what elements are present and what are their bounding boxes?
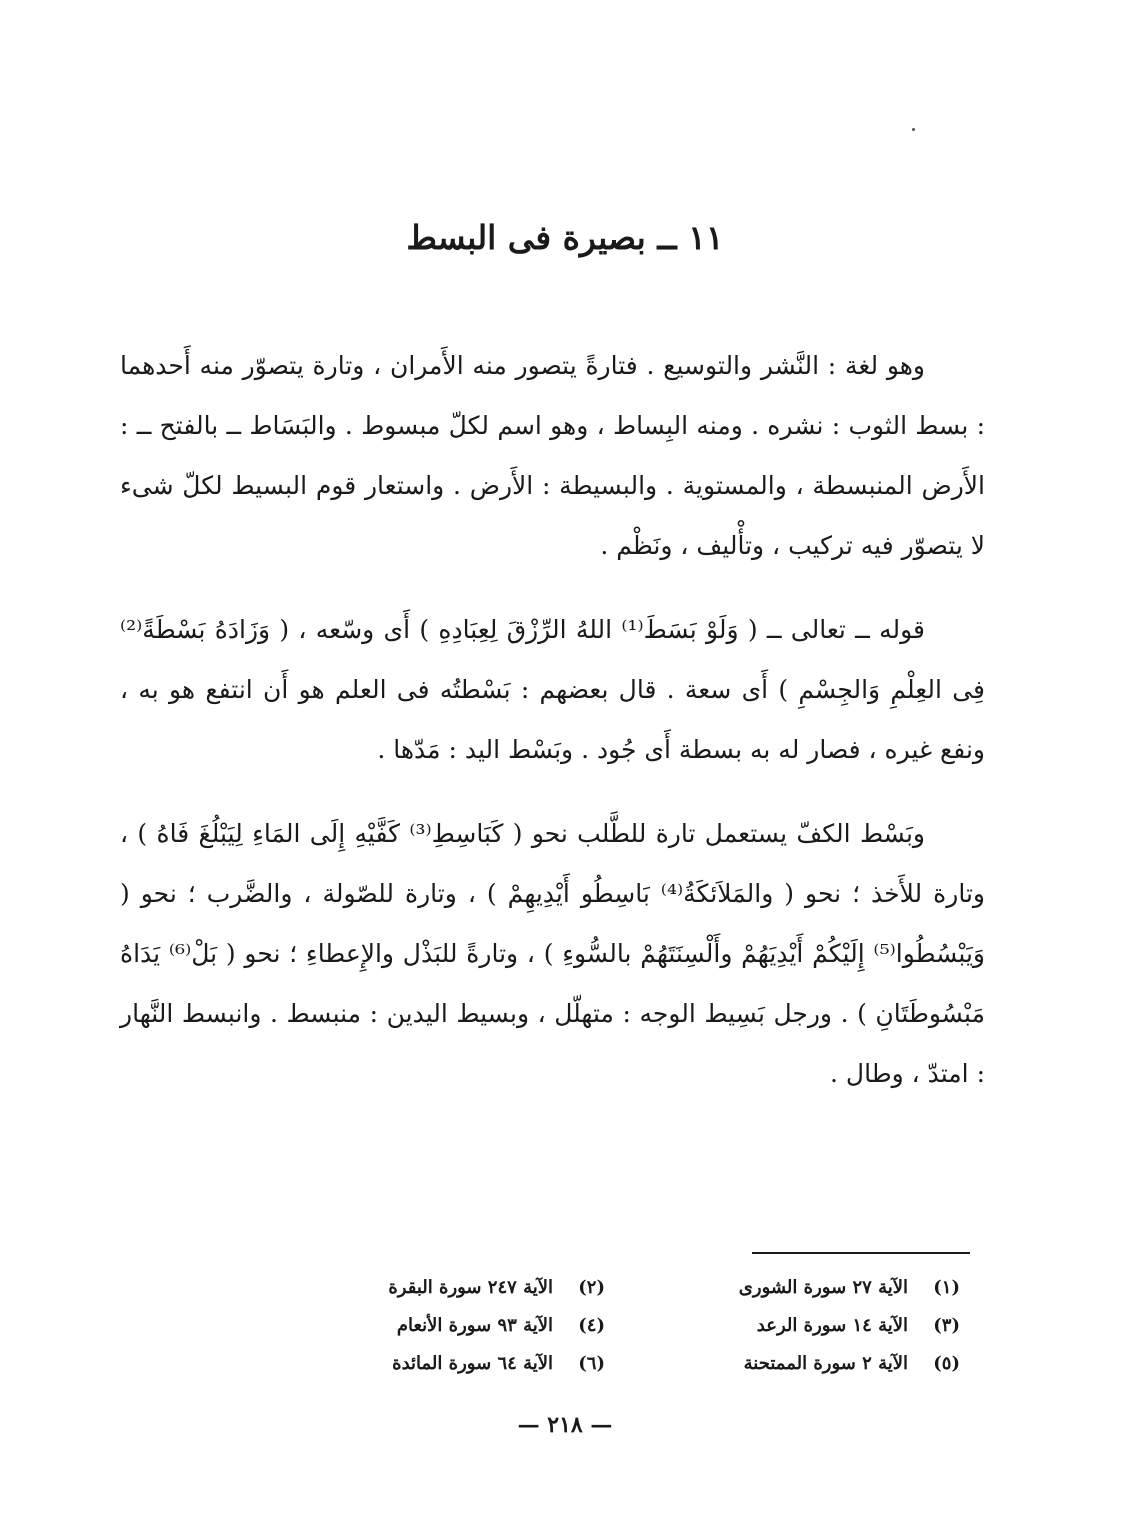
speck <box>912 128 915 131</box>
footnote-item <box>605 1313 960 1339</box>
footnote-number: (٥) <box>933 1353 960 1374</box>
footnote-text: الآية ١٤ سورة الرعد <box>756 1315 908 1336</box>
paragraph: وهو لغة : النَّشر والتوسيع . فتارةً يتصور منه الأَمران ، وتارة يتصوّر منه أَحدهما : بسط الثوب : نشره . ومنه البِساط ، وهو اسم لكلّ مبسوط . والبَسَاط ــ بالفتح ــ : الأَرض المنبسطة ، والمستوية . والبسيطة : الأَرض . واستعار قوم البسيط لكلّ شىء لا يتصوّر فيه تركيب ، وتأْليف ، ونَظْم . <box>120 351 985 560</box>
paragraph: وبَسْط الكفّ يستعمل تارة للطَّلب نحو ( كَبَاسِطِ⁽³⁾ كَفَّيْهِ إِلَى المَاءِ لِيَبْلُغَ فَاهُ ) ، وتارة للأَخذ ؛ نحو ( والمَلاَئكَةُ⁽⁴⁾ بَاسِطُو أَيْدِيهِمْ ) ، وتارة للصّولة ، والضَّرب ؛ نحو ( وَيَبْسُطُوا⁽⁵⁾ إِلَيْكُمْ أَيْدِيَهُمْ وأَلْسِنَتَهُمْ بالسُّوءِ ) ، وتارةً للبَذْل والإِعطاءِ ؛ نحو ( بَلْ⁽⁶⁾ يَدَاهُ مَبْسُوطَتَانِ ) . ورجل بَسِيط الوجه : متهلّل ، وبسيط اليدين : منبسط . وانبسط النَّهار : امتدّ ، وطال . <box>120 819 985 1088</box>
footnote-item <box>250 1313 605 1339</box>
footnote-text: الآية ٦٤ سورة المائدة <box>392 1353 553 1374</box>
body-text <box>120 336 985 1128</box>
footnote-number: (٢) <box>578 1277 605 1298</box>
page-number: — ٢١٨ — <box>517 1412 613 1438</box>
footnote-number: (٦) <box>578 1353 605 1374</box>
footnote-item <box>250 1275 605 1301</box>
footnote-text: الآية ٢٤٧ سورة البقرة <box>388 1277 553 1298</box>
chapter-title: ١١ ــ بصيرة فى البسط <box>406 218 724 257</box>
footnote-divider <box>752 1252 970 1254</box>
footnote-item <box>250 1351 605 1377</box>
footnote-item <box>605 1351 960 1377</box>
footnote-item <box>605 1275 960 1301</box>
footnote-number: (١) <box>933 1277 960 1298</box>
footnote-number: (٤) <box>578 1315 605 1336</box>
footnote-text: الآية ٢ سورة الممتحنة <box>743 1353 908 1374</box>
footnote-text: الآية ٩٣ سورة الأنعام <box>396 1315 553 1336</box>
footnote-number: (٣) <box>933 1315 960 1336</box>
footnotes <box>250 1275 960 1377</box>
paragraph: قوله ــ تعالى ــ ( وَلَوْ بَسَطَ⁽¹⁾ اللهُ الرِّزْقَ لِعِبَادِهِ ) أَى وسّعه ، ( وَزَادَهُ بَسْطَةً⁽²⁾ فِى العِلْمِ وَالجِسْمِ ) أَى سعة . قال بعضهم : بَسْطتُه فى العلم هو أَن انتفع هو به ، ونفع غيره ، فصار له به بسطة أَى جُود . وبَسْط اليد : مَدّها . <box>120 615 985 764</box>
footnote-text: الآية ٢٧ سورة الشورى <box>738 1277 908 1298</box>
